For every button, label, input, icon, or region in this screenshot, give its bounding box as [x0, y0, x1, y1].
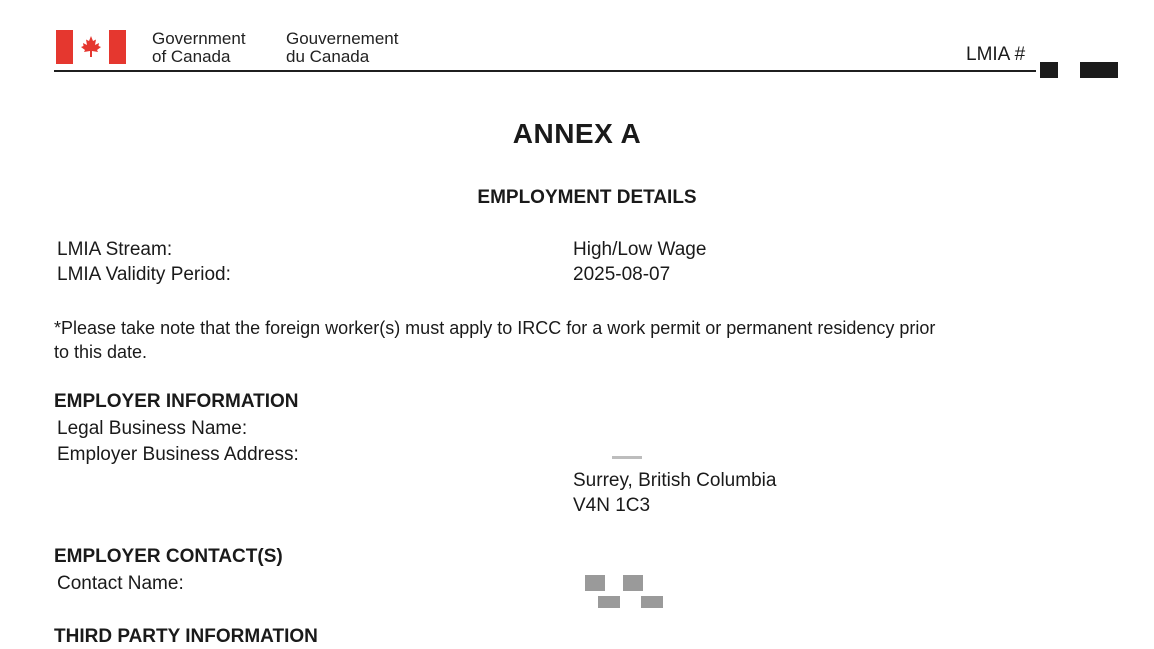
employer-information-heading: EMPLOYER INFORMATION — [54, 391, 299, 412]
address-postal-code: V4N 1C3 — [573, 495, 651, 516]
gov-en-line2: of Canada — [152, 47, 231, 66]
header-divider — [54, 70, 1036, 72]
lmia-stream-label: LMIA Stream: — [57, 239, 173, 260]
employer-contacts-heading: EMPLOYER CONTACT(S) — [54, 546, 283, 567]
gov-en-name — [152, 30, 246, 66]
lmia-number-redaction-1 — [1040, 62, 1058, 78]
gov-fr-line2: du Canada — [286, 47, 370, 66]
lmia-validity-value: 2025-08-07 — [573, 264, 671, 285]
validity-note-line1: *Please take note that the foreign worker(s) must apply to IRCC for a work permit or permanent residency prior — [54, 318, 936, 338]
validity-note-line2: to this date. — [54, 342, 148, 362]
employment-details-heading: EMPLOYMENT DETAILS — [477, 187, 697, 208]
business-address-label: Employer Business Address: — [57, 444, 299, 465]
lmia-number-redaction-2 — [1080, 62, 1118, 78]
address-city: Surrey, British Columbia — [573, 470, 777, 491]
gov-fr-name — [286, 30, 398, 66]
legal-business-name-label: Legal Business Name: — [57, 418, 248, 439]
gov-fr-line1: Gouvernement — [286, 29, 399, 48]
gov-en-line1: Government — [152, 29, 246, 48]
validity-note — [54, 316, 935, 364]
lmia-validity-label: LMIA Validity Period: — [57, 264, 231, 285]
contact-name-label: Contact Name: — [57, 573, 184, 594]
canada-flag-icon — [56, 30, 126, 64]
annex-title: ANNEX A — [512, 118, 642, 149]
lmia-reference: LMIA # — [966, 44, 1026, 65]
third-party-heading: THIRD PARTY INFORMATION — [54, 626, 318, 647]
lmia-stream-value: High/Low Wage — [573, 239, 707, 260]
address-street-redaction — [612, 456, 642, 459]
